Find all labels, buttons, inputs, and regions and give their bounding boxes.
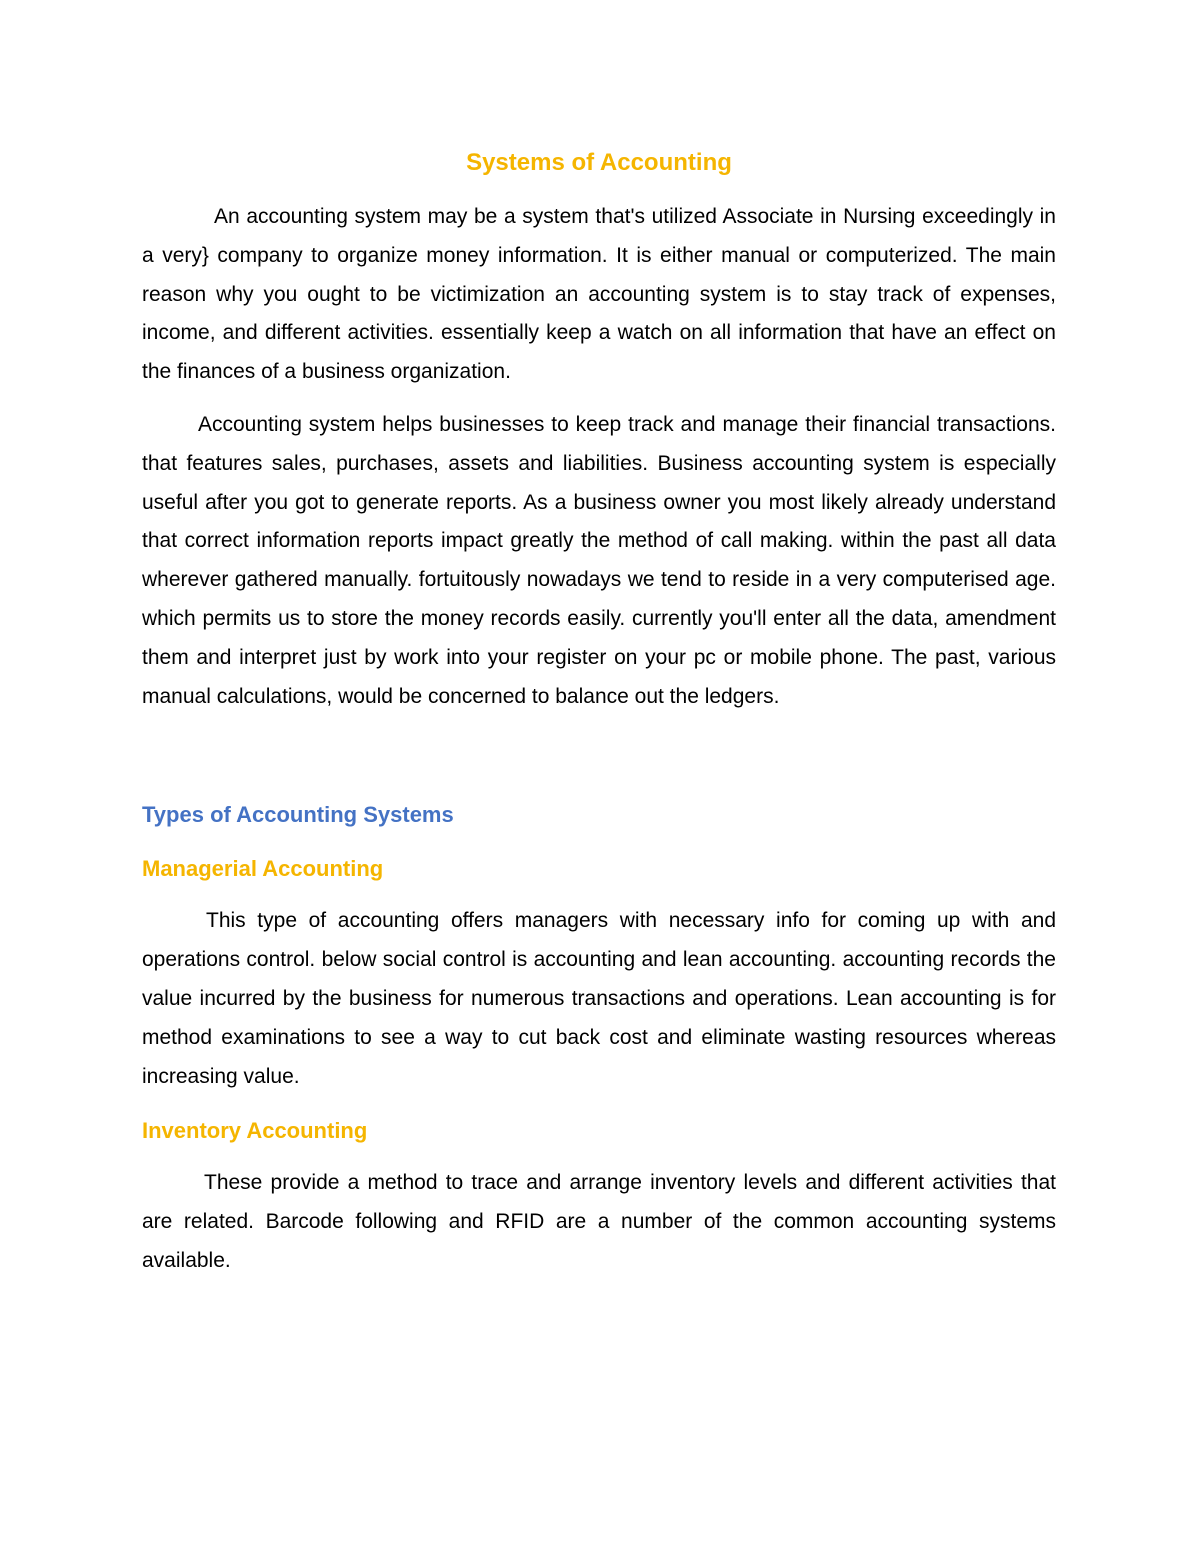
subsection-heading-managerial: Managerial Accounting (142, 856, 384, 882)
page-title: Systems of Accounting (466, 149, 732, 176)
subsection-heading-inventory: Inventory Accounting (142, 1118, 368, 1144)
section-heading-types: Types of Accounting Systems (142, 802, 454, 828)
managerial-paragraph: This type of accounting offers managers with necessary info for coming up with and operations control. below social control is accounting and lean accounting. accounting records the value incurred by the business for numerous transactions and operations. Lean accounting is for method examinations to see a way to cut back cost and eliminate wasting resources whereas increasing value. (142, 909, 1056, 1088)
inventory-paragraph: These provide a method to trace and arrange inventory levels and different activities that are related. Barcode following and RFID are a number of the common accounting systems available. (142, 1171, 1056, 1272)
intro-paragraph: An accounting system may be a system that's utilized Associate in Nursing exceedingly in a very} company to organize money information. It is either manual or computerized. The main reason why you ought to be victimization an accounting system is to stay track of expenses, income, and different activities. essentially keep a watch on all information that have an effect on the finances of a business organization. (142, 205, 1056, 384)
document-body (142, 142, 1056, 1281)
benefits-paragraph: Accounting system helps businesses to keep track and manage their financial transactions. that features sales, purchases, assets and liabilities. Business accounting system is especially useful after you got to generate reports. As a business owner you most likely already understand that correct information reports impact greatly the method of call making. within the past all data wherever gathered manually. fortuitously nowadays we tend to reside in a very computerised age. which permits us to store the money records easily. currently you'll enter all the data, amendment them and interpret just by work into your register on your pc or mobile phone. The past, various manual calculations, would be concerned to balance out the ledgers. (142, 412, 1056, 708)
